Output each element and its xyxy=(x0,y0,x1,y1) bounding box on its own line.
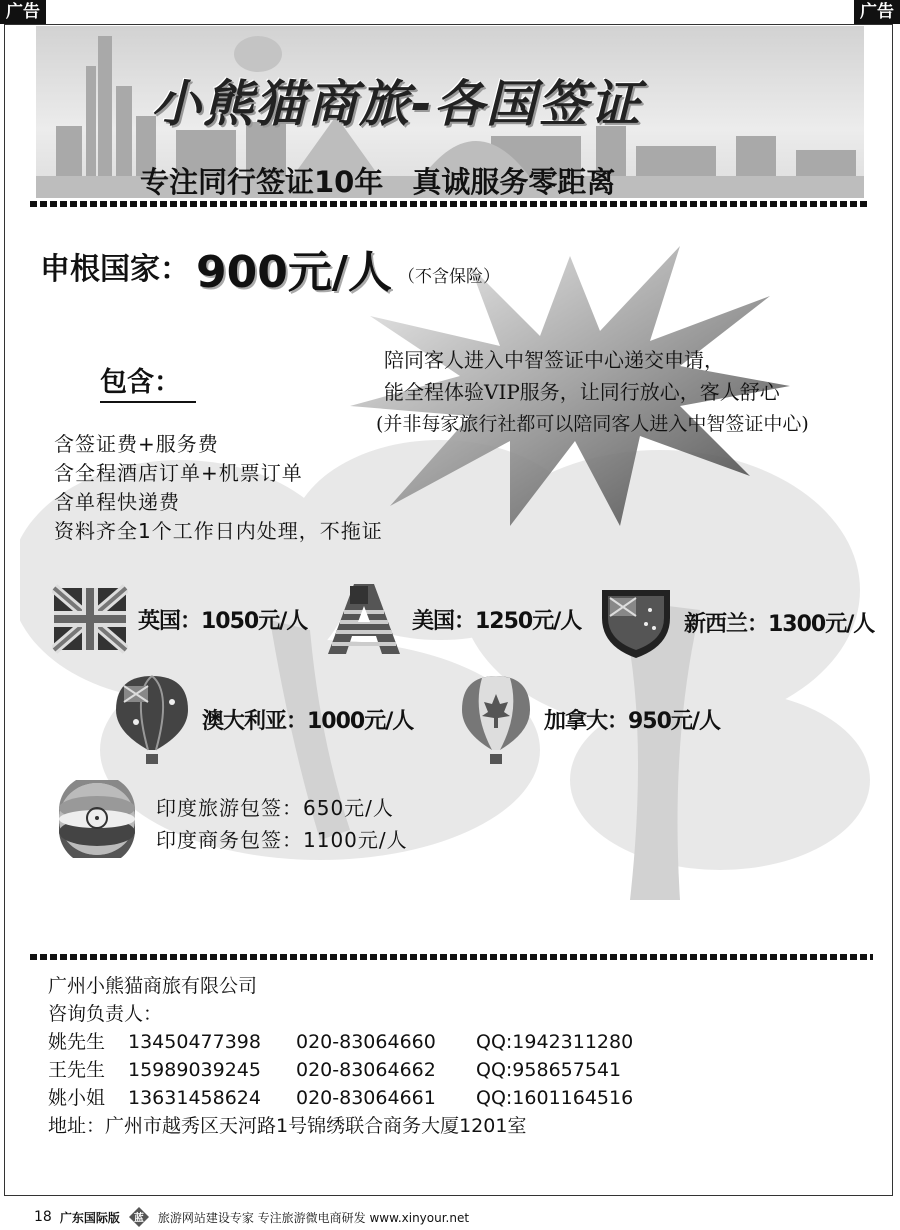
country-label: 澳大利亚：1000元/人 xyxy=(202,708,414,734)
publisher-logo-icon xyxy=(128,1206,150,1228)
schengen-label: 申根国家： xyxy=(40,252,190,287)
dashed-divider-bottom xyxy=(30,954,873,960)
list-item: 含全程酒店订单+机票订单 xyxy=(54,461,303,485)
header-banner xyxy=(36,26,864,198)
banner-title: 小熊猫商旅-各国签证 xyxy=(151,75,642,133)
contact-title: 咨询负责人： xyxy=(48,1003,163,1025)
country-canada xyxy=(458,672,720,766)
contact-mobile: 15989039245 xyxy=(128,1059,261,1081)
list-item: 含签证费+服务费 xyxy=(54,432,219,456)
contact-qq: QQ:1601164516 xyxy=(476,1087,634,1109)
list-item: 含单程快递费 xyxy=(54,490,180,514)
ad-tag-right: 广告 xyxy=(854,0,900,24)
australia-balloon-icon xyxy=(112,672,192,766)
contact-name: 王先生 xyxy=(48,1059,106,1081)
contact-row xyxy=(48,1084,633,1112)
contact-qq: QQ:958657541 xyxy=(476,1059,622,1081)
contact-name: 姚先生 xyxy=(48,1031,106,1053)
india-visa-info xyxy=(156,792,408,856)
canada-balloon-icon xyxy=(458,672,534,766)
publisher-logo-text: 蓝 xyxy=(133,1213,144,1224)
contact-phone: 020-83064661 xyxy=(296,1087,436,1109)
contact-phone: 020-83064662 xyxy=(296,1059,436,1081)
country-new-zealand xyxy=(598,584,874,660)
contact-mobile: 13631458624 xyxy=(128,1087,261,1109)
contact-qq: QQ:1942311280 xyxy=(476,1031,634,1053)
country-australia xyxy=(112,672,413,766)
usa-flag-letter-icon xyxy=(326,582,402,656)
india-business-visa: 印度商务包签：1100元/人 xyxy=(156,828,408,852)
includes-list xyxy=(54,430,383,546)
contact-mobile: 13450477398 xyxy=(128,1031,261,1053)
promo-line: 陪同客人进入中智签证中心递交申请， xyxy=(384,348,724,372)
country-label: 美国：1250元/人 xyxy=(412,608,582,634)
banner-subtitle: 专注同行签证10年 真诚服务零距离 xyxy=(140,165,616,198)
uk-flag-icon xyxy=(52,584,128,654)
page-number: 18 xyxy=(34,1209,52,1225)
company-contacts xyxy=(48,972,633,1140)
new-zealand-shield-icon xyxy=(598,584,674,660)
company-name: 广州小熊猫商旅有限公司 xyxy=(48,975,258,997)
country-usa xyxy=(326,582,581,656)
contact-row xyxy=(48,1056,633,1084)
india-flag-ball-icon xyxy=(56,780,138,858)
promo-text xyxy=(376,344,809,440)
promo-line: 能全程体验VIP服务，让同行放心，客人舒心 xyxy=(384,380,780,404)
country-label: 加拿大：950元/人 xyxy=(544,708,720,734)
contact-phone: 020-83064660 xyxy=(296,1031,436,1053)
contact-name: 姚小姐 xyxy=(48,1087,106,1109)
includes-title: 包含： xyxy=(100,360,196,403)
contact-row xyxy=(48,1028,633,1056)
india-tourist-visa: 印度旅游包签：650元/人 xyxy=(156,796,394,820)
page-footer xyxy=(34,1206,469,1228)
country-label: 英国：1050元/人 xyxy=(138,608,308,634)
schengen-price: 900元/人 xyxy=(196,247,392,298)
ad-tag-left: 广告 xyxy=(0,0,46,24)
list-item: 资料齐全1个工作日内处理，不拖证 xyxy=(54,519,383,543)
country-uk xyxy=(52,584,307,654)
promo-line: (并非每家旅行社都可以陪同客人进入中智签证中心) xyxy=(376,413,809,435)
schengen-note: （不含保险） xyxy=(398,267,500,287)
footer-tagline: 旅游网站建设专家 专注旅游微电商研发 www.xinyour.net xyxy=(157,1210,470,1225)
dashed-divider-top xyxy=(30,201,870,207)
country-label: 新西兰：1300元/人 xyxy=(684,611,875,637)
company-address: 地址：广州市越秀区天河路1号锦绣联合商务大厦1201室 xyxy=(48,1115,527,1137)
publication-name: 广东国际版 xyxy=(59,1210,120,1225)
